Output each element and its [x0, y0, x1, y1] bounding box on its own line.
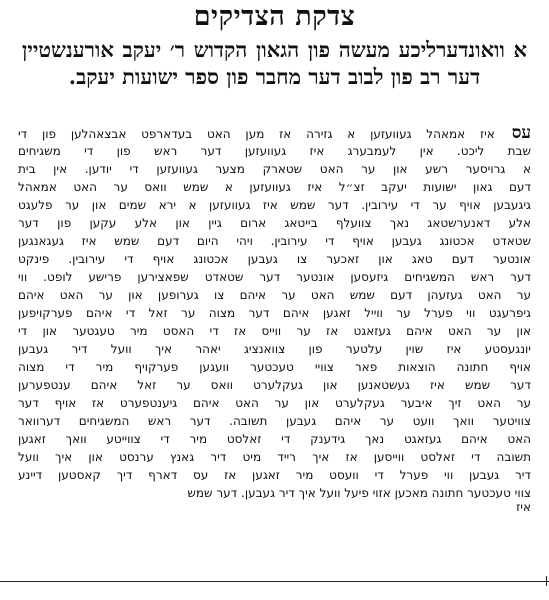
body-line [18, 448, 531, 466]
body-line [18, 340, 531, 358]
bottom-rule-tick [546, 576, 547, 586]
body-line [18, 268, 531, 286]
body-line-text: ער האט זיך איבער געקלערט און ער האט איהם גיענטפערט אז אויף דער [18, 396, 531, 410]
body-line-text: צוויטער וואך וועט ער איהם געבען תשובה. דער ראש המשגיחים דערוואר [18, 414, 531, 428]
body-line-text: אונטער דעם טאג און זאכער צו געבען אכטונג אויף די עירובין. פינקט [18, 252, 531, 266]
catchword: איז [516, 500, 531, 514]
body-line-text: א גרויסער רשע און ער האט שטארק מצער געוועזען די יודען. אין בית [18, 162, 531, 176]
body-line [18, 484, 531, 502]
body-line-text: דעם גאון ישועות יעקב זצ״ל איז געוועזען א שמש וואס ער האט אמאהל [18, 180, 531, 194]
body-line-text: ער האט געזעהן דעם שמש האט ער איהם צו גערופען און ער האט איהם [18, 288, 531, 302]
page-title: צדקת הצדיקים [193, 1, 356, 32]
body-line [18, 286, 531, 304]
body-line-text: שטאדט אכטונג געבען אויף די עירובין. ויהי היום דעם שמש איז געגאנגען [18, 234, 531, 248]
body-line [18, 160, 531, 178]
body-line [18, 430, 531, 448]
body-line-text: יונגעסטע איז שוין עלטער פון צוואנציג יאהר איך וועל דיר געבען [18, 342, 531, 356]
body-text [18, 124, 531, 502]
body-line-text: איז אמאהל געוועזען א גזירה אז מען האט בעדארפט אבצאהלען פון די [18, 127, 495, 141]
body-line [18, 358, 531, 376]
body-line [18, 196, 531, 214]
bottom-rule [0, 581, 549, 582]
body-line [18, 178, 531, 196]
body-line-text: שבת ליכט. אין לעמבערג איז געוועזען דער ראש פון די משגיחים [18, 144, 531, 158]
body-line-text: אויף חתונה הוצאות פאר צוויי טעכטער וועגען פערקויף מיר די מצוה [18, 360, 531, 374]
body-line [18, 304, 531, 322]
body-line [18, 412, 531, 430]
body-line-text: דער ראש המשגיחים גיזעסען אונטער דער שטאדט שפאצירען פרישע לופט. ווי [18, 270, 531, 284]
body-line [18, 250, 531, 268]
page-subtitle: א וואונדערליכע מעשה פון הגאון הקדוש ר׳ יעקב אורענשטיין דער רב פון לבוב דער מחבר פון ספר ישועות יעקב. [22, 37, 527, 89]
body-line [18, 232, 531, 250]
body-line-text: תשובה די זאלסט ווייסען אז איך רייד מיט דיר גאנץ ערנסט און איך וועל [18, 450, 531, 464]
body-line-text: און ער האט איהם געזאגט אז ער ווייס אז די האסט מיר טעגטער און די [18, 324, 531, 338]
opening-word: עס [494, 124, 531, 142]
body-line [18, 376, 531, 394]
body-line-text: האט איהם געזאגט נאך גידענק די זאלסט מיר די צווייטע וואך זאגען [18, 432, 531, 446]
body-line-text: צווי טעכטער חתונה מאכען אזוי פיעל וועל איך דיר געבען. דער שמש [187, 486, 531, 500]
body-line-text: אלע דאנערשטאג נאך צוועלף בייטאג ארום גיין און אלע עקען פון דער [18, 216, 531, 230]
body-line-text: דער שמש איז געשטאנען און געקלערט וואס ער זאל איהם ענטפערען [18, 378, 531, 392]
body-line [18, 466, 531, 484]
body-line-text: דיר געבען ווי פערל די וועסט מיר זאגען אז עס דארף דיך קאסטען דיינע [18, 468, 531, 482]
body-line [18, 124, 531, 142]
body-line [18, 322, 531, 340]
body-line [18, 394, 531, 412]
body-line-text: גיפרעגט ווי פערל ער ווייל זאגען איהם דער מצוה ער זאל די איהם פערקויפען [18, 306, 531, 320]
body-line [18, 142, 531, 160]
body-line-text: גיגעבען אויף ער די עירובין. דער שמש איז געוועזען א ירא שמים און ער פלעגט [18, 198, 531, 212]
body-line [18, 214, 531, 232]
